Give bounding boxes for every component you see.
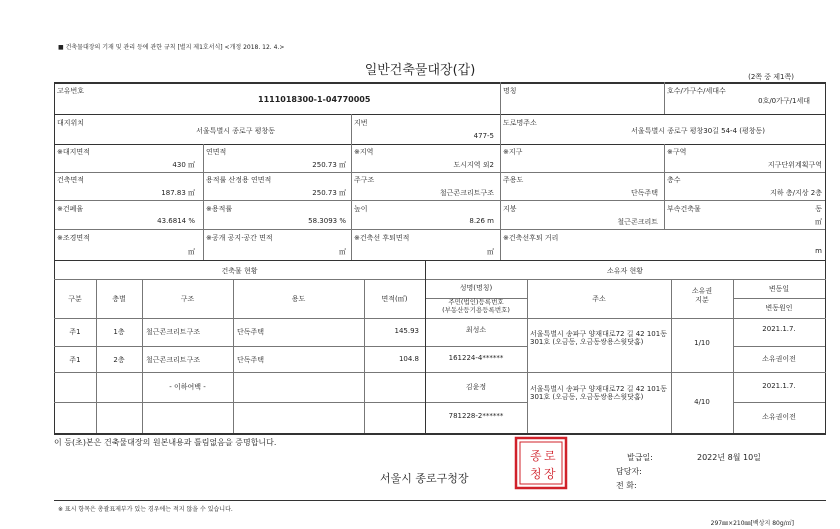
height-label: 높이 (354, 205, 368, 213)
floors: 지하 층/지상 2층 (770, 189, 822, 197)
person-in-charge-label: 담당자: (616, 467, 642, 476)
phone-label: 전 화: (616, 481, 637, 490)
open-space-label: ※공개 공지·공간 면적 (206, 234, 273, 242)
roof-label: 지붕 (503, 205, 517, 213)
far-label: ※용적률 (206, 205, 233, 213)
owner-status-title: 소유자 현황 (606, 267, 644, 275)
height: 8.26 m (469, 217, 494, 225)
site-location: 서울특별시 종로구 평창동 (196, 127, 275, 135)
svg-text:청: 청 (530, 467, 542, 481)
paper-spec: 297㎜×210㎜[백상지 80g/㎡] (710, 520, 794, 527)
road-address: 서울특별시 종로구 평창30길 54-4 (평창동) (631, 127, 765, 135)
issue-date-label: 발급일: (627, 453, 653, 462)
units-label: 호수/가구수/세대수 (667, 87, 726, 95)
certification-text: 이 등(초)본은 건축물대장의 원본내용과 틀림없음을 증명합니다. (54, 438, 277, 447)
row2-type: 주1 (69, 356, 81, 364)
bcr-label: ※건폐율 (57, 205, 84, 213)
owner-regno-header: 주민(법인)등록번호 (부동산등기용등록번호) (442, 298, 510, 314)
far-area: 250.73 ㎡ (312, 189, 346, 197)
row1-use: 단독주택 (237, 328, 265, 336)
annex-label: 부속건축물 (667, 205, 701, 213)
owner1-share: 1/10 (694, 339, 710, 347)
main-use: 단독주택 (630, 189, 658, 197)
owner2-change-reason: 소유권이전 (762, 413, 796, 421)
far: 58.3093 % (308, 217, 346, 225)
unique-no-label: 고유번호 (57, 87, 85, 95)
owner1-change-date: 2021.1.7. (762, 325, 796, 333)
owner1-address: 서울특별시 송파구 양재대로72 길 42 101동 301호 (오금동, 오금동쌍용스윗닷홈) (530, 330, 667, 346)
site-area: 430 ㎡ (172, 161, 195, 169)
end-marker: - 이하여백 - (169, 383, 206, 391)
page-indicator: (2쪽 중 제1쪽) (748, 73, 794, 81)
total-area-label: 연면적 (206, 148, 227, 156)
official-seal-icon (514, 436, 568, 490)
change-reason-header: 변동원인 (765, 304, 793, 312)
setback-area: ㎡ (487, 248, 494, 256)
row1-floor: 1층 (113, 328, 125, 336)
main-structure: 철근콘크리트구조 (439, 189, 494, 197)
svg-text:종: 종 (530, 449, 542, 463)
owner1-name: 최성소 (465, 326, 487, 334)
col-area-header: 면적(㎡) (381, 295, 408, 303)
setback-area-label: ※건축선 후퇴면적 (354, 234, 410, 242)
area-label: ※구역 (667, 148, 687, 156)
issuing-office: 서울시 종로구청장 (380, 472, 469, 485)
annex-area: ㎡ (815, 218, 822, 226)
owner-share-header: 소유권 지분 (691, 287, 713, 304)
owner1-regno: 161224-4****** (448, 354, 504, 362)
legal-note: ■ 건축물대장의 기재 및 관리 등에 관한 규칙 [별지 제1호서식] <개정 2018. 12. 4.> (58, 44, 285, 51)
building-area: 187.83 ㎡ (161, 189, 195, 197)
structure-label: 주구조 (354, 176, 375, 184)
setback-distance: m (815, 247, 822, 255)
name-label: 명칭 (503, 87, 517, 95)
owner2-share: 4/10 (694, 398, 710, 406)
row1-type: 주1 (69, 328, 81, 336)
svg-text:장: 장 (544, 467, 556, 481)
district-label: ※지구 (503, 148, 523, 156)
owner2-name: 김윤정 (465, 383, 487, 391)
area: 지구단위계획구역 (767, 161, 822, 169)
site-location-label: 대지위치 (57, 119, 85, 127)
page-title: 일반건축물대장(갑) (364, 63, 476, 78)
lot-number: 477-5 (473, 132, 494, 140)
open-space-area: ㎡ (339, 248, 346, 256)
lot-label: 지번 (354, 119, 368, 127)
row2-use: 단독주택 (237, 356, 265, 364)
owner-address-header: 주소 (592, 295, 606, 303)
footnote: ※ 표시 항목은 총괄표제부가 있는 경우에는 적지 않을 수 있습니다. (58, 506, 233, 513)
row2-floor: 2층 (113, 356, 125, 364)
bcr: 43.6814 % (157, 217, 195, 225)
issue-date: 2022년 8월 10일 (697, 453, 761, 462)
unique-no: 1111018300-1-04770005 (258, 95, 371, 104)
road-address-label: 도로명주소 (503, 119, 537, 127)
site-area-label: ※대지면적 (57, 148, 90, 156)
building-area-label: 건축면적 (57, 176, 85, 184)
owner2-regno: 781228-2****** (448, 412, 504, 420)
owner-name-header: 성명(명칭) (459, 284, 493, 292)
annex-count: 동 (815, 205, 822, 213)
floors-label: 층수 (667, 176, 681, 184)
setback-distance-label: ※건축선후퇴 거리 (503, 234, 559, 242)
zone-label: ※지역 (354, 148, 374, 156)
row1-structure: 철근콘크리트구조 (146, 328, 201, 336)
units-value: 0호/0가구/1세대 (758, 97, 810, 105)
col-floor-header: 층별 (112, 295, 126, 303)
owner1-change-reason: 소유권이전 (762, 355, 796, 363)
landscape-area: ㎡ (188, 248, 195, 256)
owner2-address: 서울특별시 송파구 양재대로72 길 42 101동 301호 (오금동, 오금동쌍용스윗닷홈) (530, 385, 667, 401)
change-date-header: 변동일 (768, 285, 790, 293)
row1-area: 145.93 (394, 327, 419, 335)
col-use-header: 용도 (291, 295, 306, 303)
zone: 도시지역 외2 (453, 161, 494, 169)
roof: 철근콘크리트 (617, 218, 658, 226)
row2-structure: 철근콘크리트구조 (146, 356, 201, 364)
building-status-title: 건축물 현황 (221, 267, 258, 275)
col-type-header: 구분 (68, 295, 82, 303)
far-area-label: 용적률 산정용 연면적 (206, 176, 272, 184)
row2-area: 104.8 (398, 355, 419, 363)
landscape-label: ※조경면적 (57, 234, 90, 242)
svg-text:로: 로 (544, 449, 556, 463)
total-area: 250.73 ㎡ (312, 161, 346, 169)
owner2-change-date: 2021.1.7. (762, 382, 796, 390)
col-structure-header: 구조 (180, 295, 195, 303)
use-label: 주용도 (503, 176, 524, 184)
